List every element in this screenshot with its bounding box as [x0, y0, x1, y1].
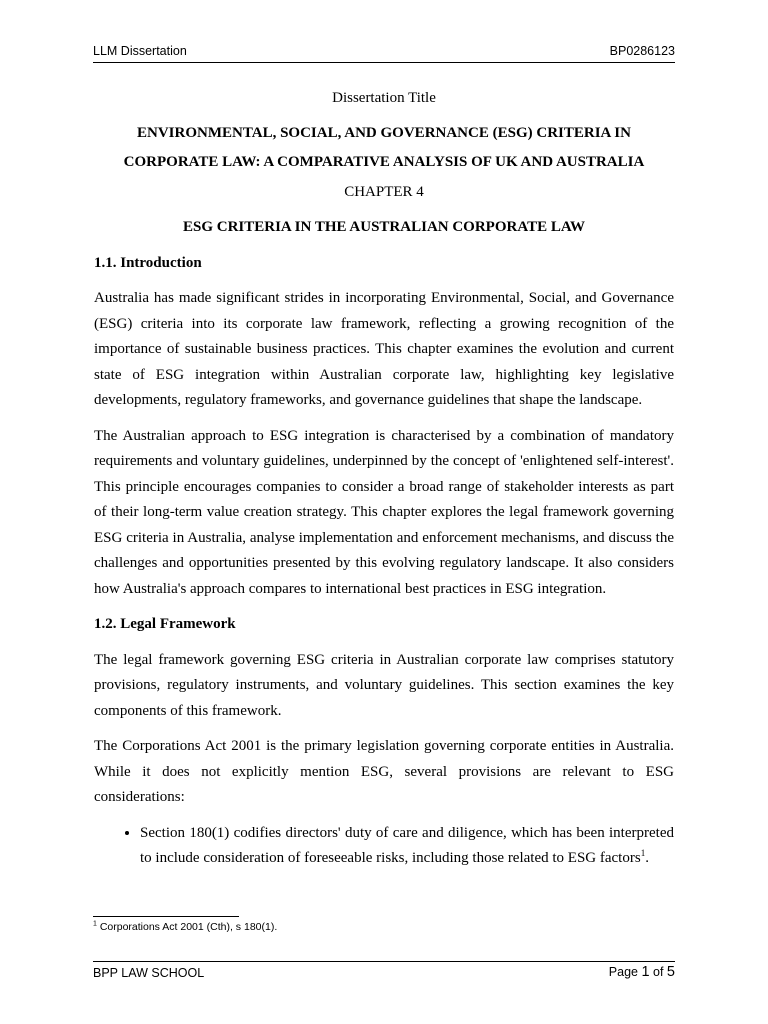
- chapter-label: CHAPTER 4: [344, 183, 424, 200]
- title-line-1: ENVIRONMENTAL, SOCIAL, AND GOVERNANCE (ESG) CRITERIA IN: [137, 124, 631, 141]
- chapter-title: ESG CRITERIA IN THE AUSTRALIAN CORPORATE LAW: [182, 219, 586, 235]
- footnote: [93, 921, 277, 933]
- intro-heading: 1.1. Introduction: [94, 254, 202, 271]
- footnote-number: 1: [93, 920, 97, 928]
- footnote-separator: [93, 916, 239, 917]
- of-word: of: [649, 965, 667, 979]
- title-line-2: CORPORATE LAW: A COMPARATIVE ANALYSIS OF UK AND AUSTRALIA: [123, 154, 645, 170]
- provision-list: [94, 821, 674, 872]
- footnote-text: Corporations Act 2001 (Cth), s 180(1).: [96, 921, 278, 933]
- list-item: [140, 821, 674, 872]
- bullet-end: .: [645, 850, 649, 866]
- page-number: 1: [641, 964, 650, 980]
- dissertation-label: Dissertation Title: [332, 90, 436, 106]
- page-counter: [609, 964, 675, 980]
- page-header: [93, 42, 675, 63]
- legal-heading: 1.2. Legal Framework: [94, 616, 236, 632]
- page-word: Page: [608, 965, 642, 979]
- page-footer: [93, 961, 675, 980]
- intro-paragraph-1: Australia has made significant strides in incorporating Environmental, Social, and Governance (ESG) criteria into its corporate law framework, reflecting a growing recognition of the importance of sustainable business practices. This chapter examines the evolution and current state of ESG integration within Australian corporate law, highlighting key legislative developments, regulatory frameworks, and governance guidelines that shape the landscape.: [94, 290, 674, 408]
- header-right: BP0286123: [609, 44, 675, 58]
- document-body: [94, 86, 674, 872]
- header-left: LLM Dissertation: [93, 44, 187, 58]
- footnote-ref[interactable]: 1: [640, 848, 646, 858]
- page-total: 5: [666, 964, 675, 980]
- legal-paragraph-1: The legal framework governing ESG criteria in Australian corporate law comprises statutory provisions, regulatory instruments, and voluntary guidelines. This section examines the key components of this framework.: [94, 651, 674, 719]
- footer-left: BPP LAW SCHOOL: [93, 966, 205, 980]
- legal-paragraph-2: The Corporations Act 2001 is the primary legislation governing corporate entities in Australia. While it does not explicitly mention ESG, several provisions are relevant to ESG considerations:: [94, 738, 674, 805]
- bullet-text: Section 180(1) codifies directors' duty of care and diligence, which has been interpreted to include consideration of foreseeable risks, including those related to ESG factors: [140, 824, 674, 866]
- intro-paragraph-2: The Australian approach to ESG integration is characterised by a combination of mandatory requirements and voluntary guidelines, underpinned by the concept of 'enlightened self-interest'. This principle encourages companies to consider a broad range of stakeholder interests as part of their long-term value creation strategy. This chapter explores the legal framework governing ESG criteria in Australia, analyse implementation and enforcement mechanisms, and discuss the challenges and opportunities presented by this evolving regulatory landscape. It also considers how Australia's approach compares to international best practices in ESG integration.: [94, 427, 674, 597]
